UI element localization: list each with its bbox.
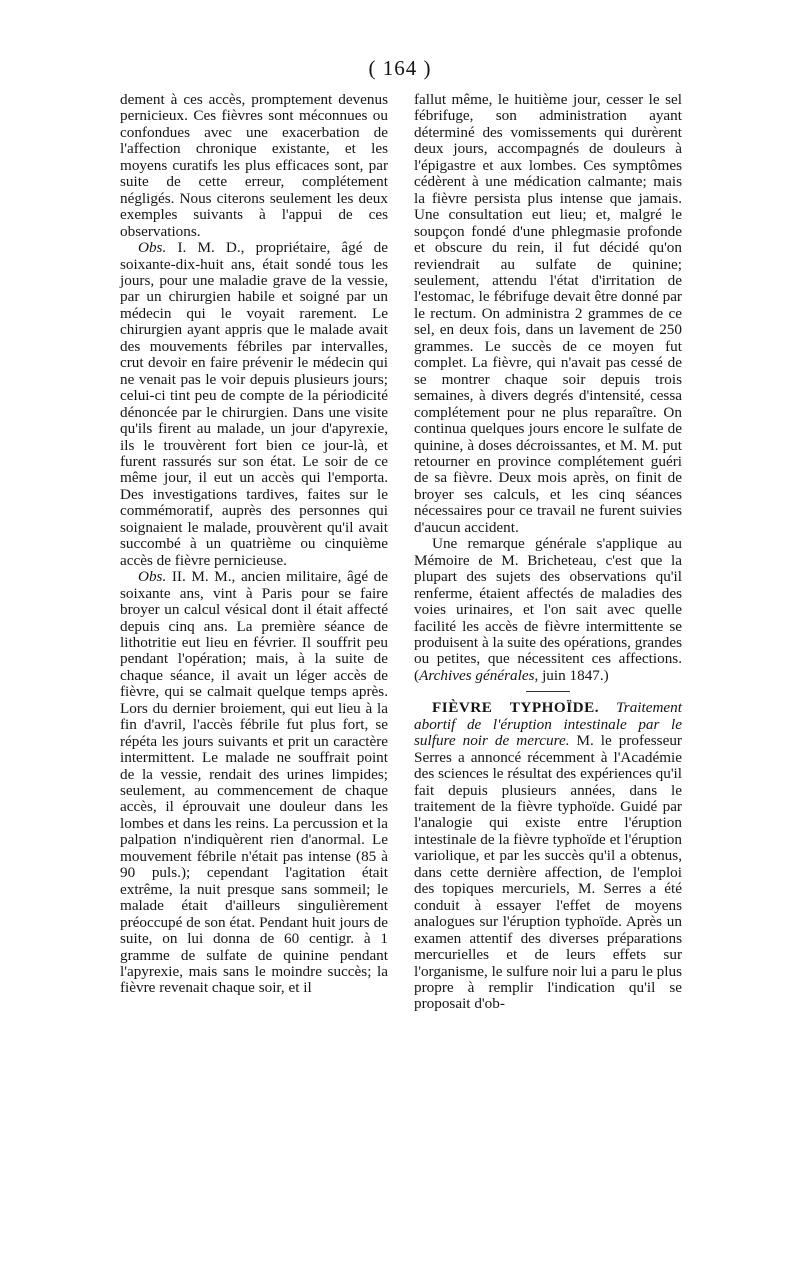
paragraph-continuation: dement à ces accès, promptement devenus pernicieux. Ces fièvres sont méconnues ou confondues avec une exacerbation de l'affection chronique existante, et les moyens curatifs les plus efficaces sont, par suite de cette erreur, complétement négligés. Nous citerons seulement les deux exemples suivants à l'appui de ces observations.	[120, 91, 388, 240]
section-divider	[526, 691, 570, 692]
source-date: , juin 1847.)	[534, 666, 609, 684]
obs-label: Obs.	[138, 239, 167, 257]
observation-2	[120, 569, 388, 997]
paragraph-continuation: fallut même, le huitième jour, cesser le sel fébrifuge, son administration ayant déterminé des vomissements qui durèrent deux jours, accompagnés de douleurs à l'épigastre et aux lombes. Ces symptômes cédèrent à une médication calmante; mais la fièvre persista plus intense que jamais. Une consultation eut lieu; et, malgré le soupçon fondé d'une phlegmasie profonde et obscure du rein, il fut décidé qu'on reviendrait au sulfate de quinine; seulement, attendu l'état d'irritation de l'estomac, le fébrifuge devait être donné par le rectum. On administra 2 grammes de ce sel, en deux fois, dans un lavement de 250 grammes. Le succès de ce moyen fut complet. La fièvre, qui n'avait pas cessé de se montrer chaque soir depuis trois semaines, à divers degrés d'intensité, cessa complétement pour ne plus reparaître. On continua quelques jours encore le sulfate de quinine, à doses décroissantes, et M. M. put retourner en province complétement guéri de sa fièvre. Deux mois après, on finit de broyer ses calculs, et les cinq séances nécessaires pour ce travail ne furent suivies d'aucun accident.	[414, 91, 682, 536]
obs-text: I. M. D., propriétaire, âgé de soixante-dix-huit ans, était sondé tous les jours, pour une maladie grave de la vessie, par un chirurgien habile et soigné par un médecin qui le voyait rarement. Le chirurgien ayant appris que le malade avait des mouvements fébriles par intervalles, crut devoir en faire prévenir le médecin qui ne venait pas le voir depuis plusieurs jours; celui-ci tint peu de compte de la périodicité dénoncée par le chirurgien. Dans une visite qu'ils firent au malade, un jour d'apyrexie, ils le trouvèrent fort bien ce jour-là, et furent rassurés sur son état. Le soir de ce même jour, il eut un accès qui l'emporta. Des investigations tardives, faites sur le commémoratif, auprès des personnes qui soignaient le malade, prouvèrent qu'il avait succombé à un quatrième ou cinquième accès de fièvre pernicieuse.	[120, 239, 388, 569]
section-typhoid	[414, 700, 682, 1013]
obs-text: II. M. M., ancien militaire, âgé de soixante ans, vint à Paris pour se faire broyer un calcul vésical dont il était affecté depuis cinq ans. La première séance de lithotritie eut lieu en février. Il souffrit peu pendant l'opération; mais, à la suite de chaque séance, il avait un léger accès de fièvre, qui se calmait quelque temps après. Lors du dernier broiement, qui eut lieu à la fin d'avril, l'accès fébrile fut plus fort, se répéta les jours suivants et prit un caractère intermittent. Le malade ne souffrait point de la vessie, rendait des urines limpides; seulement, au commencement de chaque accès, il éprouvait une douleur dans les lombes et dans les reins. La percussion et la palpation n'indiquèrent rien d'anormal. Le mouvement fébrile n'était pas intense (85 à 90 puls.); cependant l'agitation était extrême, la nuit presque sans sommeil; le malade était d'ailleurs singulièrement préoccupé de son état. Pendant huit jours de suite, on lui donna de 60 centigr. à 1 gramme de sulfate de quinine pendant l'apyrexie, mais sans le moindre succès; la fièvre revenait chaque soir, et il	[120, 568, 388, 997]
observation-1	[120, 240, 388, 569]
paragraph-remark	[414, 536, 682, 684]
section-heading: FIÈVRE TYPHOÏDE.	[432, 699, 600, 717]
page-number: ( 164 )	[368, 56, 432, 80]
obs-label: Obs.	[138, 568, 167, 586]
section-subheading: Traitement abortif de l'éruption intestinale par le sulfure noir de mercure.	[414, 699, 682, 750]
section-text: M. le professeur Serres a annoncé récemment à l'Académie des sciences le résultat des expériences qu'il fait depuis plusieurs années, dans le traitement de la fièvre typhoïde. Guidé par l'analogie qui existe entre l'éruption intestinale de la fièvre typhoïde et l'éruption variolique, et par les succès qu'il a obtenus, dans cette dernière affection, de l'emploi des topiques mercuriels, M. Serres a été conduit à essayer l'effet de moyens analogues sur l'éruption typhoïde. Après un examen attentif des diverses préparations mercurielles et de leurs effets sur l'organisme, le sulfure noir lui a paru le plus propre à remplir l'indication qu'il se proposait d'ob-	[414, 732, 682, 1013]
left-column	[120, 92, 388, 997]
right-column	[414, 92, 682, 1013]
remark-text: Une remarque générale s'applique au Mémoire de M. Bricheteau, c'est que la plupart des sujets des observations qu'il renferme, étaient affectés de maladies des voies urinaires, et l'on sait avec quelle facilité les accès de fièvre intermittente se produisent à la suite des opérations, grandes ou petites, que nécessitent ces affections. (	[414, 535, 682, 684]
source-title: Archives générales	[419, 666, 535, 684]
